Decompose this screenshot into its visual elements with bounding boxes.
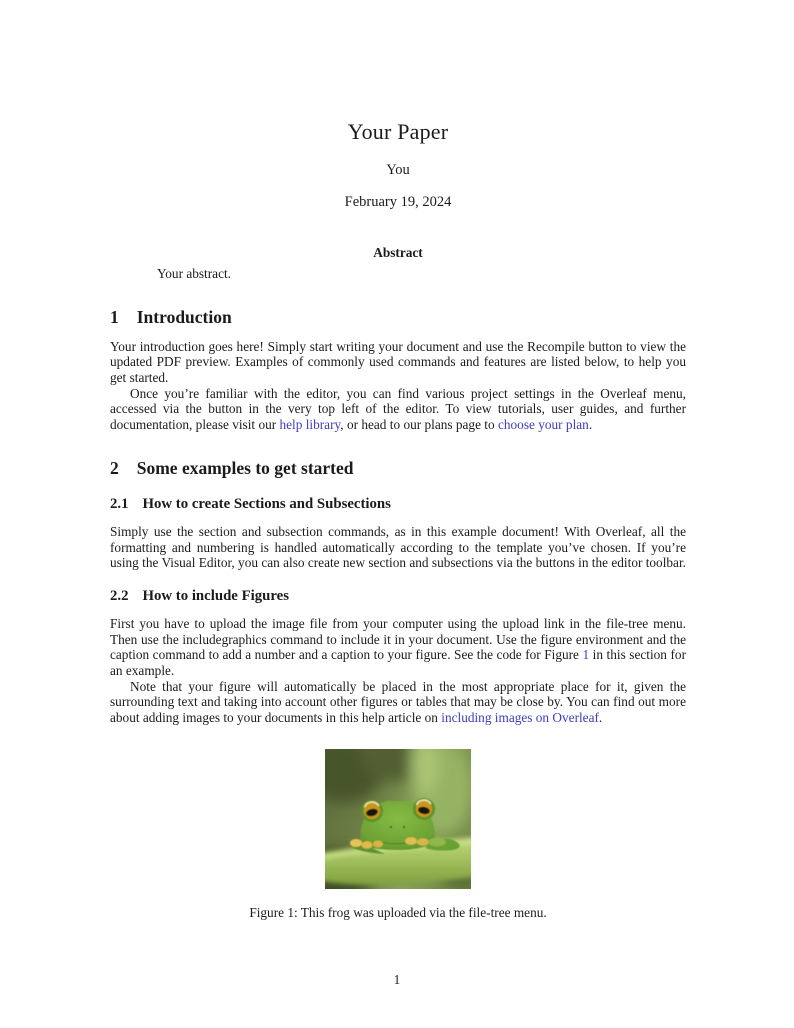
frog-photo bbox=[325, 749, 471, 889]
page-content bbox=[110, 0, 686, 921]
sections-paragraph: Simply use the section and subsection commands, as in this example document! With Overleaf, all the formatting and numbering is handled automatically according to the template you’ve chosen. If you’re using the Visual Editor, you can also create new section and subsections via the buttons in the editor toolbar. bbox=[110, 523, 686, 571]
paragraph-text: , or head to our plans page to bbox=[340, 417, 498, 433]
abstract-text: Your abstract. bbox=[157, 266, 231, 281]
help-library-link[interactable]: help library bbox=[279, 417, 341, 433]
figures-paragraph-2 bbox=[110, 679, 686, 726]
subsection-title: How to include Figures bbox=[142, 587, 289, 604]
paragraph-text: in this section for an example. bbox=[110, 647, 686, 679]
paper-author: You bbox=[386, 162, 410, 178]
intro-paragraph-1: Your introduction goes here! Simply start writing your document and use the Recompile button to view the updated PDF preview. Examples of commonly used commands and features are listed below, to help you get started. bbox=[110, 338, 686, 385]
figure-1 bbox=[110, 749, 686, 921]
subsection-number: 2.1 bbox=[110, 495, 129, 512]
section-number: 1 bbox=[110, 306, 119, 327]
paragraph-text: . bbox=[598, 710, 603, 726]
paragraph-text: Note that your figure will automatically be placed in the most appropriate place for it, given the surrounding text and taking into account other figures or tables that may be close by. You can find out more about adding images to your documents in this help article on bbox=[110, 678, 686, 726]
paragraph-text: . bbox=[588, 417, 593, 433]
subsection-number: 2.2 bbox=[110, 587, 129, 604]
figures-paragraph-1 bbox=[110, 616, 686, 679]
figure-caption: Figure 1: This frog was uploaded via the file-tree menu. bbox=[249, 904, 547, 920]
paragraph-text: Once you’re familiar with the editor, you can find various project settings in the Overleaf menu, accessed via the button in the very top left of the editor. To view tutorials, user guides, and further documentation, please visit our bbox=[110, 385, 686, 433]
page-number: 1 bbox=[393, 972, 401, 987]
section-examples-heading bbox=[110, 458, 686, 479]
paper-date: February 19, 2024 bbox=[344, 194, 452, 210]
intro-paragraph-2 bbox=[110, 386, 686, 433]
including-images-link[interactable]: including images on Overleaf bbox=[441, 710, 599, 726]
section-introduction-heading bbox=[110, 307, 686, 328]
section-title: Some examples to get started bbox=[136, 457, 354, 478]
paragraph-text: First you have to upload the image file from your computer using the upload link in the file-tree menu. Then use the includegraphics command to include it in your document. Use the figure environment and the caption command to add a number and a caption to your figure. See the code for Figure bbox=[110, 615, 686, 663]
figure-1-reference-link[interactable]: 1 bbox=[582, 647, 590, 663]
subsection-figures-heading bbox=[110, 588, 686, 605]
paper-title: Your Paper bbox=[347, 119, 449, 144]
section-number: 2 bbox=[110, 457, 119, 478]
subsection-sections-heading bbox=[110, 496, 686, 513]
abstract-heading: Abstract bbox=[373, 245, 423, 260]
choose-your-plan-link[interactable]: choose your plan bbox=[497, 417, 589, 433]
section-title: Introduction bbox=[136, 306, 232, 327]
subsection-title: How to create Sections and Subsections bbox=[142, 495, 391, 512]
